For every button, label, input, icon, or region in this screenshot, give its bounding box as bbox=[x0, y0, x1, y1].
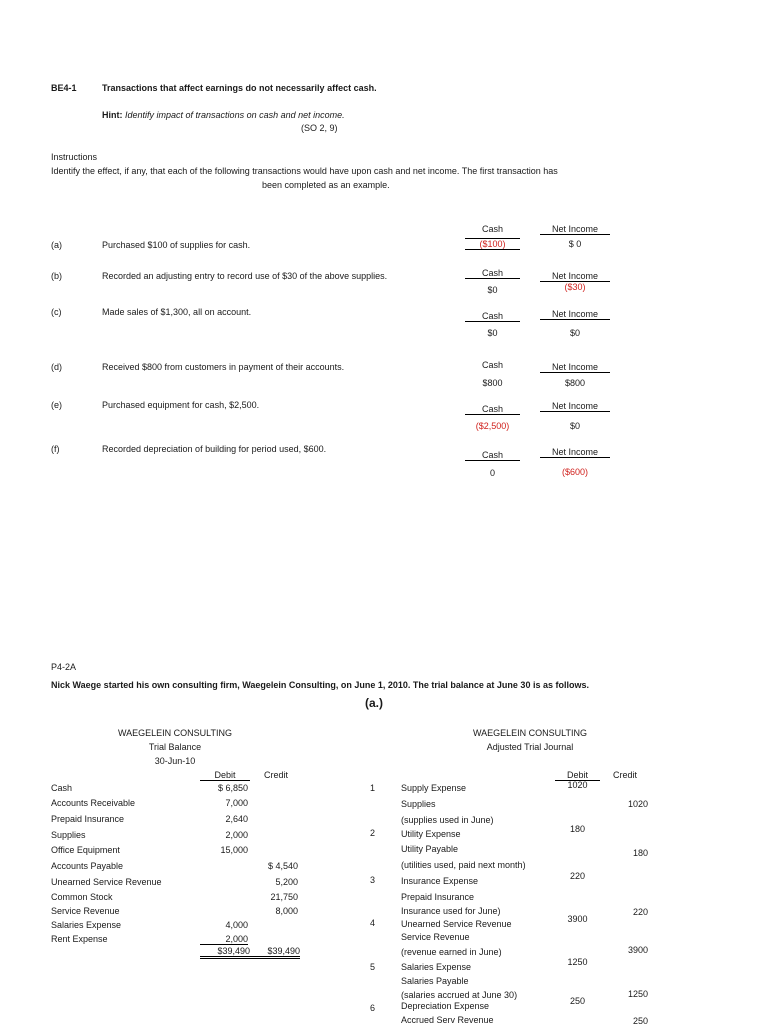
transaction-text: Purchased equipment for cash, $2,500. bbox=[102, 400, 260, 410]
atj-line-text: Salaries Expense bbox=[401, 962, 472, 972]
atj-title: Adjusted Trial Journal bbox=[486, 742, 574, 752]
atj-line-text: Insurance used for June) bbox=[401, 906, 501, 916]
atj-debit-amount: 180 bbox=[569, 824, 586, 834]
atj-entry-number: 6 bbox=[370, 1003, 376, 1013]
cash-label: Cash bbox=[465, 404, 520, 415]
tb-account-name: Office Equipment bbox=[51, 845, 120, 855]
atj-debit-amount: 1250 bbox=[567, 957, 588, 967]
cash-value: ($100) bbox=[465, 238, 520, 250]
net-income-label: Net Income bbox=[540, 447, 610, 458]
atj-line-text: (supplies used in June) bbox=[401, 815, 494, 825]
tb-credit-amount: 5,200 bbox=[275, 877, 298, 887]
tb-title: Trial Balance bbox=[148, 742, 202, 752]
cash-label: Cash bbox=[465, 450, 520, 461]
tb-credit-amount: 21,750 bbox=[270, 892, 298, 902]
net-income-value: ($600) bbox=[561, 467, 588, 477]
transaction-text: Recorded depreciation of building for period used, $600. bbox=[102, 444, 327, 454]
atj-line-text: (revenue earned in June) bbox=[401, 947, 502, 957]
tb-debit-amount: 2,000 bbox=[200, 934, 248, 945]
net-income-value: $0 bbox=[569, 328, 580, 338]
atj-debit-header: Debit bbox=[555, 770, 600, 781]
tb-account-name: Salaries Expense bbox=[51, 920, 122, 930]
atj-line-text: Prepaid Insurance bbox=[401, 892, 475, 902]
atj-line-text: (salaries accrued at June 30) bbox=[401, 990, 518, 1000]
cash-label: Cash bbox=[481, 224, 503, 234]
study-objectives: (SO 2, 9) bbox=[301, 123, 338, 133]
tb-account-name: Cash bbox=[51, 783, 73, 793]
exercise-title: Transactions that affect earnings do not necessarily affect cash. bbox=[102, 83, 377, 93]
atj-debit-amount: 220 bbox=[569, 871, 586, 881]
atj-line-text: Insurance Expense bbox=[401, 876, 479, 886]
tb-debit-amount: 2,000 bbox=[225, 830, 248, 840]
atj-entry-number: 5 bbox=[370, 962, 376, 972]
hint-line bbox=[102, 110, 345, 120]
atj-line-text: Unearned Service Revenue bbox=[401, 919, 512, 929]
net-income-label: Net Income bbox=[540, 362, 610, 373]
transaction-letter: (d) bbox=[51, 362, 62, 372]
net-income-value: ($30) bbox=[564, 282, 586, 292]
atj-line-text: Accrued Serv Revenue bbox=[401, 1015, 494, 1025]
transaction-letter: (e) bbox=[51, 400, 62, 410]
tb-account-name: Accounts Payable bbox=[51, 861, 124, 871]
tb-debit-amount: 4,000 bbox=[225, 920, 248, 930]
atj-debit-amount: 1020 bbox=[567, 780, 588, 790]
transaction-letter: (a) bbox=[51, 240, 62, 250]
atj-line-text: Supplies bbox=[401, 799, 436, 809]
tb-account-name: Supplies bbox=[51, 830, 86, 840]
tb-debit-header: Debit bbox=[200, 770, 250, 781]
hint-label: Hint: bbox=[102, 110, 123, 120]
cash-value: ($2,500) bbox=[475, 421, 510, 431]
tb-credit-header: Credit bbox=[263, 770, 288, 780]
net-income-value: $800 bbox=[564, 378, 586, 388]
problem-intro: Nick Waege started his own consulting firm, Waegelein Consulting, on June 1, 2010. The trial balance at June 30 is as follows. bbox=[51, 680, 589, 690]
net-income-value: $0 bbox=[569, 421, 580, 431]
cash-label: Cash bbox=[465, 311, 520, 322]
tb-total-debit: $39,490 bbox=[200, 946, 250, 959]
net-income-label: Net Income bbox=[540, 401, 610, 412]
instructions-line-1: Identify the effect, if any, that each of the following transactions would have upon cash and net income. The first transaction has bbox=[51, 166, 558, 176]
tb-account-name: Service Revenue bbox=[51, 906, 120, 916]
transaction-letter: (c) bbox=[51, 307, 62, 317]
atj-line-text: Salaries Payable bbox=[401, 976, 469, 986]
tb-debit-amount: 7,000 bbox=[225, 798, 248, 808]
transaction-letter: (b) bbox=[51, 271, 62, 281]
atj-line-text: Utility Expense bbox=[401, 829, 461, 839]
cash-label: Cash bbox=[465, 268, 520, 279]
atj-line-text: Depreciation Expense bbox=[401, 1001, 490, 1011]
atj-entry-number: 4 bbox=[370, 918, 376, 928]
atj-credit-amount: 250 bbox=[632, 1016, 648, 1026]
transaction-text: Received $800 from customers in payment of their accounts. bbox=[102, 362, 345, 372]
tb-account-name: Accounts Receivable bbox=[51, 798, 136, 808]
atj-line-text: Supply Expense bbox=[401, 783, 467, 793]
atj-entry-number: 1 bbox=[370, 783, 376, 793]
atj-credit-header: Credit bbox=[612, 770, 637, 780]
atj-entry-number: 3 bbox=[370, 875, 376, 885]
tb-account-name: Prepaid Insurance bbox=[51, 814, 125, 824]
cash-value: 0 bbox=[489, 468, 495, 478]
transaction-text: Purchased $100 of supplies for cash. bbox=[102, 240, 251, 250]
atj-credit-amount: 220 bbox=[632, 907, 648, 917]
tb-company-name: WAEGELEIN CONSULTING bbox=[117, 728, 233, 738]
atj-line-text: Utility Payable bbox=[401, 844, 459, 854]
net-income-label: Net Income bbox=[540, 271, 610, 282]
tb-account-name: Rent Expense bbox=[51, 934, 108, 944]
atj-debit-amount: 250 bbox=[569, 996, 586, 1006]
atj-credit-amount: 1020 bbox=[627, 799, 648, 809]
cash-value: $800 bbox=[482, 378, 503, 388]
atj-line-text: Service Revenue bbox=[401, 932, 470, 942]
transaction-letter: (f) bbox=[51, 444, 60, 454]
atj-credit-amount: 180 bbox=[632, 848, 648, 858]
part-label: (a.) bbox=[365, 696, 383, 710]
tb-date: 30-Jun-10 bbox=[154, 756, 196, 766]
cash-value: $0 bbox=[487, 328, 498, 338]
atj-company-name: WAEGELEIN CONSULTING bbox=[472, 728, 588, 738]
tb-debit-amount: $ 6,850 bbox=[217, 783, 248, 793]
tb-credit-amount: 8,000 bbox=[275, 906, 298, 916]
transaction-text: Recorded an adjusting entry to record use of $30 of the above supplies. bbox=[102, 271, 388, 281]
net-income-value: $ 0 bbox=[568, 239, 582, 249]
instructions-label: Instructions bbox=[51, 152, 98, 162]
tb-credit-amount: $ 4,540 bbox=[267, 861, 298, 871]
atj-debit-amount: 3900 bbox=[567, 914, 588, 924]
tb-debit-amount: 2,640 bbox=[225, 814, 248, 824]
hint-text: Identify impact of transactions on cash and net income. bbox=[125, 110, 345, 120]
exercise-code: BE4-1 bbox=[51, 83, 77, 93]
tb-debit-amount: 15,000 bbox=[220, 845, 248, 855]
instructions-line-2: been completed as an example. bbox=[262, 180, 390, 190]
net-income-label: Net Income bbox=[540, 224, 610, 235]
tb-total-credit: $39,490 bbox=[250, 946, 300, 959]
atj-line-text: (utilities used, paid next month) bbox=[401, 860, 526, 870]
tb-account-name: Common Stock bbox=[51, 892, 113, 902]
atj-credit-amount: 3900 bbox=[627, 945, 648, 955]
atj-credit-amount: 1250 bbox=[627, 989, 648, 999]
net-income-label: Net Income bbox=[540, 309, 610, 320]
tb-account-name: Unearned Service Revenue bbox=[51, 877, 162, 887]
cash-label: Cash bbox=[481, 360, 503, 370]
atj-entry-number: 2 bbox=[370, 828, 376, 838]
cash-value: $0 bbox=[487, 285, 498, 295]
problem-code: P4-2A bbox=[51, 662, 77, 672]
transaction-text: Made sales of $1,300, all on account. bbox=[102, 307, 252, 317]
